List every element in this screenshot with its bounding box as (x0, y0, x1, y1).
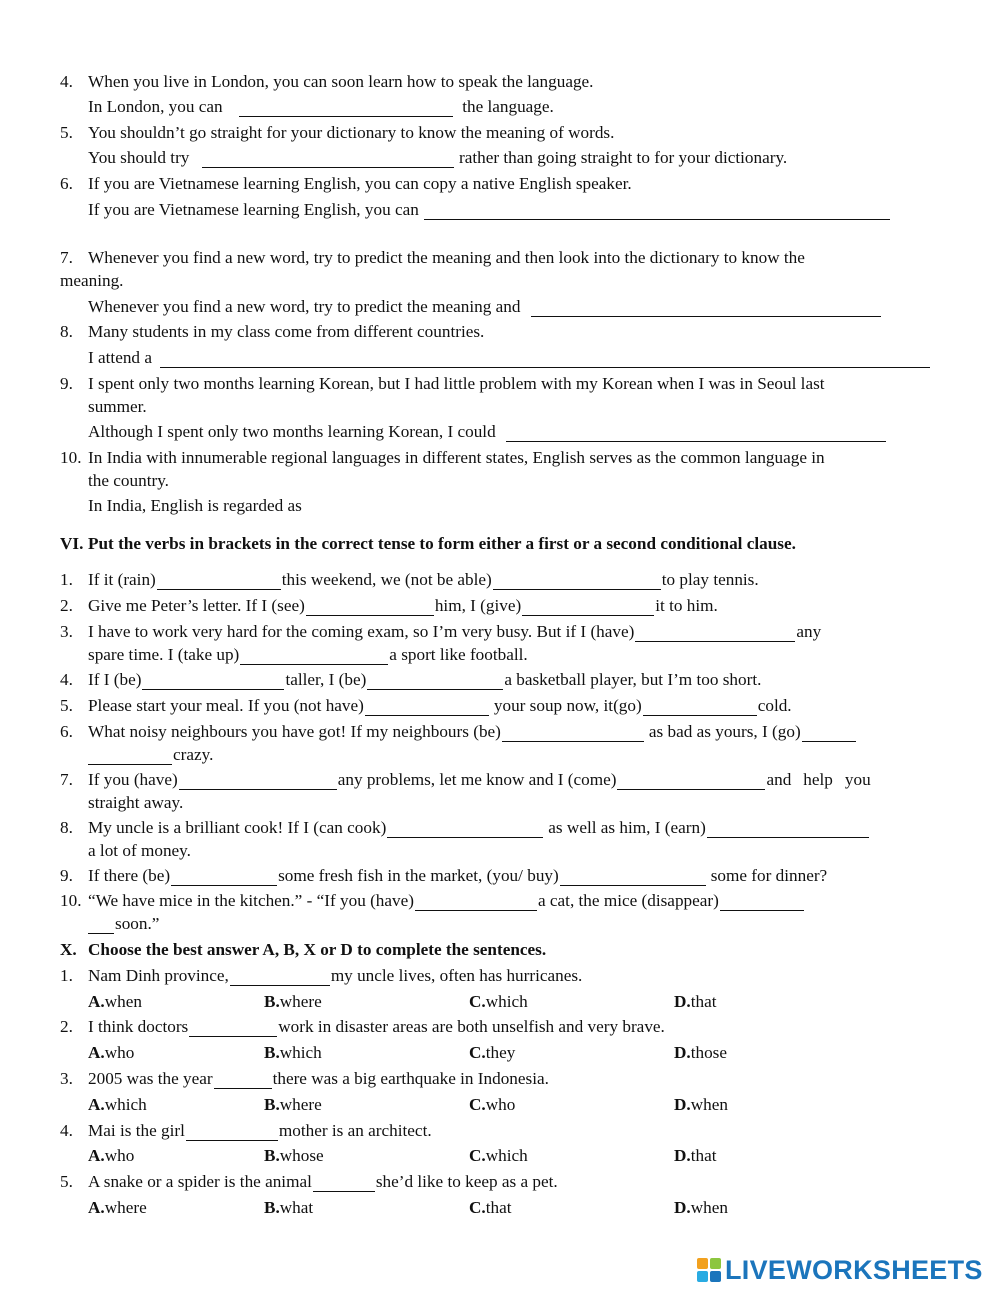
x-q3-option-c[interactable]: C.who (469, 1095, 516, 1114)
v-q7-answer-line: Whenever you find a new word, try to predict the meaning and (88, 296, 882, 318)
v-q8-blank[interactable] (160, 350, 930, 368)
v-q8-answer-line: I attend a (88, 347, 931, 369)
x-q5-option-a[interactable]: A.where (88, 1198, 147, 1217)
vi-q3-blank-2[interactable] (240, 647, 388, 665)
vi-q7-cont: straight away. (88, 793, 184, 812)
vi-q7-blank-2[interactable] (617, 772, 765, 790)
x-q5-option-d[interactable]: D.when (674, 1198, 728, 1217)
x-q1-option-c[interactable]: C.which (469, 992, 528, 1011)
x-q4-option-c[interactable]: C.which (469, 1146, 528, 1165)
vi-q6-blank-1[interactable] (502, 724, 644, 742)
x-q2-option-c[interactable]: C.they (469, 1043, 516, 1062)
vi-q5-blank-2[interactable] (643, 698, 757, 716)
x-q1-option-a[interactable]: A.when (88, 992, 142, 1011)
v-q10-answer-line: In India, English is regarded as (88, 496, 302, 515)
vi-q10-blank-2a[interactable] (720, 893, 804, 911)
vi-q8-blank-2[interactable] (707, 820, 869, 838)
x-q1-option-d[interactable]: D.that (674, 992, 717, 1011)
v-q9-blank[interactable] (506, 424, 886, 442)
vi-q1-blank-2[interactable] (493, 572, 661, 590)
v-q4-blank[interactable] (239, 99, 453, 117)
vi-q3-blank-1[interactable] (635, 624, 795, 642)
v-q5-answer-line: You should try rather than going straight to for your dictionary. (88, 148, 788, 167)
x-q4-option-b[interactable]: B.whose (264, 1146, 324, 1165)
v-q9-answer-line: Although I spent only two months learning Korean, I could (88, 421, 887, 443)
x-q2-option-d[interactable]: D.those (674, 1043, 727, 1062)
v-q6-answer-line: If you are Vietnamese learning English, you can (88, 199, 891, 221)
x-q3-blank[interactable] (214, 1071, 272, 1089)
vi-q10-blank-1[interactable] (415, 893, 537, 911)
vi-q8-blank-1[interactable] (387, 820, 543, 838)
vi-q1-blank-1[interactable] (157, 572, 281, 590)
vi-q2-blank-2[interactable] (522, 598, 654, 616)
vi-q6-blank-2a[interactable] (802, 724, 856, 742)
x-q2-blank[interactable] (189, 1019, 277, 1037)
vi-q6-blank-2b[interactable] (88, 747, 172, 765)
x-q4-option-d[interactable]: D.that (674, 1146, 717, 1165)
x-q4-blank[interactable] (186, 1123, 278, 1141)
vi-q8-cont: a lot of money. (88, 841, 191, 860)
x-q1-blank[interactable] (230, 968, 330, 986)
x-q2-option-a[interactable]: A.who (88, 1043, 135, 1062)
v-q10-prompt-cont: the country. (88, 471, 169, 490)
vi-q7-blank-1[interactable] (179, 772, 337, 790)
vi-q5-blank-1[interactable] (365, 698, 489, 716)
vi-q10-blank-2b[interactable] (88, 916, 114, 934)
v-q7-prompt-cont: meaning. (60, 271, 124, 290)
worksheet-page: 4. When you live in London, you can soon learn how to speak the language. In London, you can the language. 5. You shouldn’t go straight for your dictionary to know the meaning of words. You should try rather than going straight to for your dictionary. 6. If you are Vietnamese learning English, you can copy a native English speaker. If you are Vietnamese learning English, you can 7. Whenever you find a new word, try to predict the meaning and then look into the dictionary to know the meaning. Whenever you find a new word, try to predict the meaning and 8. Many students in my class come from different countries. I attend a 9. I spent only two months learning Korean, but I had little problem with my Korean when I was in Seoul last summer. Although I spent only two months learning Korean, I could 10. In India with innumerable regional languages in different states, English serves as the common language in the country. In India, English is regarded as VI. Put the verbs in brackets in the correct tense to form either a first or a second conditional clause. 1. If it (rain) this weekend, we (not be able) to play tennis. 2. Give me Peter’s letter. If I (see) him, I (give) it to him. 3. I have to work very hard for the coming exam, so I’m very busy. But if I (have) any spare time. I (take up) a sport like football. 4. If I (be) taller, I (be) a basketball player, but I’m too short. 5. Please start your meal. If you (not have) your soup now, it(go) cold. 6. What noisy neighbours you have got! If my neighbours (be) as bad as yours, I (go) crazy. 7. If you (have) any problems, let me know and I (come) and help you straight away. 8. My uncle is a brilliant cook! If I (can cook) as well as him, I (earn) a lot of money. 9. If there (be) some fresh fish in the market, (you/ buy) some for dinner? 10. “We have mice in the kitchen.” - “If you (have) a cat, the mice (disappear) soon.” X. Choose the best answer A, B, X or D to complete the sentences. 1. Nam Dinh province, my uncle lives, often has hurricanes. A.when B.where C.which D.that 2. I think doctors work in disaster areas are both unselfish and very brave. A.who B.which C.they D.those 3. 2005 was the year there was a big earthquake in Indonesia. A.which B.where C.who D.when 4. Mai is the girl mother is an architect. A.who B.whose C.which D.that 5. A snake or a spider is the animal she’d like to keep as a pet. A.where B.what C.that D.when LIVEWORKSHEETS (60, 72, 983, 1285)
x-q1-option-b[interactable]: B.where (264, 992, 322, 1011)
x-q4-option-a[interactable]: A.who (88, 1146, 135, 1165)
v-q6-blank[interactable] (424, 202, 890, 220)
x-q3-option-d[interactable]: D.when (674, 1095, 728, 1114)
liveworksheets-logo[interactable] (697, 1255, 983, 1285)
x-q5-blank[interactable] (313, 1174, 375, 1192)
x-q2-option-b[interactable]: B.which (264, 1043, 322, 1062)
vi-q4-blank-1[interactable] (142, 672, 284, 690)
x-q5-option-c[interactable]: C.that (469, 1198, 512, 1217)
vi-q3-cont: spare time. I (take up) a sport like football. (88, 645, 528, 664)
liveworksheets-logo-text: LIVEWORKSHEETS (725, 1254, 983, 1285)
x-q3-option-a[interactable]: A.which (88, 1095, 147, 1114)
v-q9-prompt-cont: summer. (88, 397, 147, 416)
vi-q10-cont: soon.” (88, 913, 159, 935)
v-q7-blank[interactable] (531, 299, 881, 317)
vi-q9-blank-1[interactable] (171, 868, 277, 886)
liveworksheets-logo-icon (697, 1258, 721, 1282)
x-q3-option-b[interactable]: B.where (264, 1095, 322, 1114)
vi-q9-blank-2[interactable] (560, 868, 706, 886)
vi-q2-blank-1[interactable] (306, 598, 434, 616)
vi-q4-blank-2[interactable] (367, 672, 503, 690)
v-q5-blank[interactable] (202, 150, 454, 168)
v-q4-answer-line: In London, you can the language. (88, 97, 554, 116)
vi-q6-cont: crazy. (88, 744, 213, 766)
x-q5-option-b[interactable]: B.what (264, 1198, 314, 1217)
